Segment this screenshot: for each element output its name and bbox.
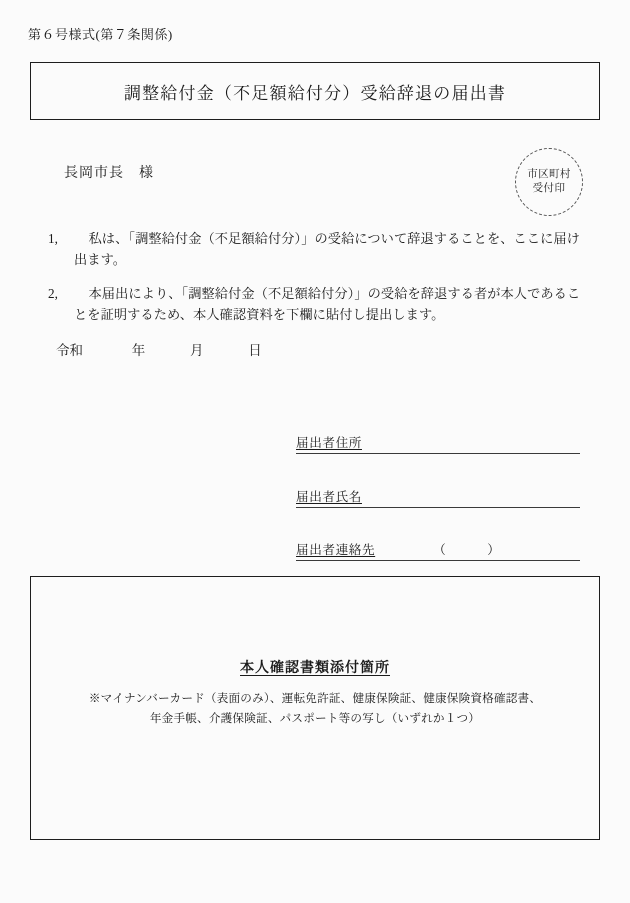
stamp-line-receipt: 受付印 <box>532 183 566 194</box>
paren-close: ） <box>487 543 501 557</box>
clause-item <box>48 228 593 271</box>
date-year-label: 年 <box>131 343 146 358</box>
clause-marker: 2, <box>48 285 58 301</box>
date-entry-line[interactable] <box>56 339 262 359</box>
date-era-label: 令和 <box>56 343 83 358</box>
clause-list <box>48 228 593 338</box>
identity-attachment-box[interactable] <box>30 576 600 840</box>
filer-address-field[interactable] <box>296 432 580 454</box>
paren-open: （ <box>433 543 447 557</box>
attachment-note <box>31 689 599 730</box>
attachment-heading: 本人確認書類添付箇所 <box>240 661 390 676</box>
clause-text: 私は、「調整給付金（不足額給付分）」の受給について辞退することを、ここに届け出ます。 <box>74 231 580 268</box>
attachment-note-line-2: 年金手帳、介護保険証、パスポート等の写し（いずれか１つ） <box>149 712 481 726</box>
filer-name-field[interactable] <box>296 486 580 508</box>
clause-item <box>48 283 593 326</box>
filer-contact-field[interactable] <box>296 539 580 561</box>
clause-text: 本届出により、「調整給付金（不足額給付分）」の受給を辞退する者が本人であることを証明するため、本人確認資料を下欄に貼付し提出します。 <box>74 285 581 323</box>
page-title: 調整給付金（不足額給付分）受給辞退の届出書 <box>123 83 507 103</box>
attachment-instructions <box>31 657 599 730</box>
stamp-line-municipality: 市区町村 <box>527 168 571 180</box>
filer-name-label: 届出者氏名 <box>296 490 362 504</box>
title-box <box>30 62 600 120</box>
addressee-label: 長岡市長 様 <box>64 166 154 181</box>
attachment-note-line-1: ※マイナンバーカード（表面のみ）、運転免許証、健康保険証、健康保険資格確認書、 <box>88 692 542 705</box>
date-day-label: 日 <box>248 343 262 358</box>
date-month-label: 月 <box>190 343 204 358</box>
filer-address-label: 届出者住所 <box>296 436 362 450</box>
receipt-stamp-circle <box>515 148 583 216</box>
form-number-label: 第６号様式(第７条関係) <box>28 27 173 42</box>
contact-area-code-group[interactable] <box>433 539 500 558</box>
clause-marker: 1, <box>48 231 58 246</box>
filer-contact-label: 届出者連絡先 <box>296 543 376 557</box>
